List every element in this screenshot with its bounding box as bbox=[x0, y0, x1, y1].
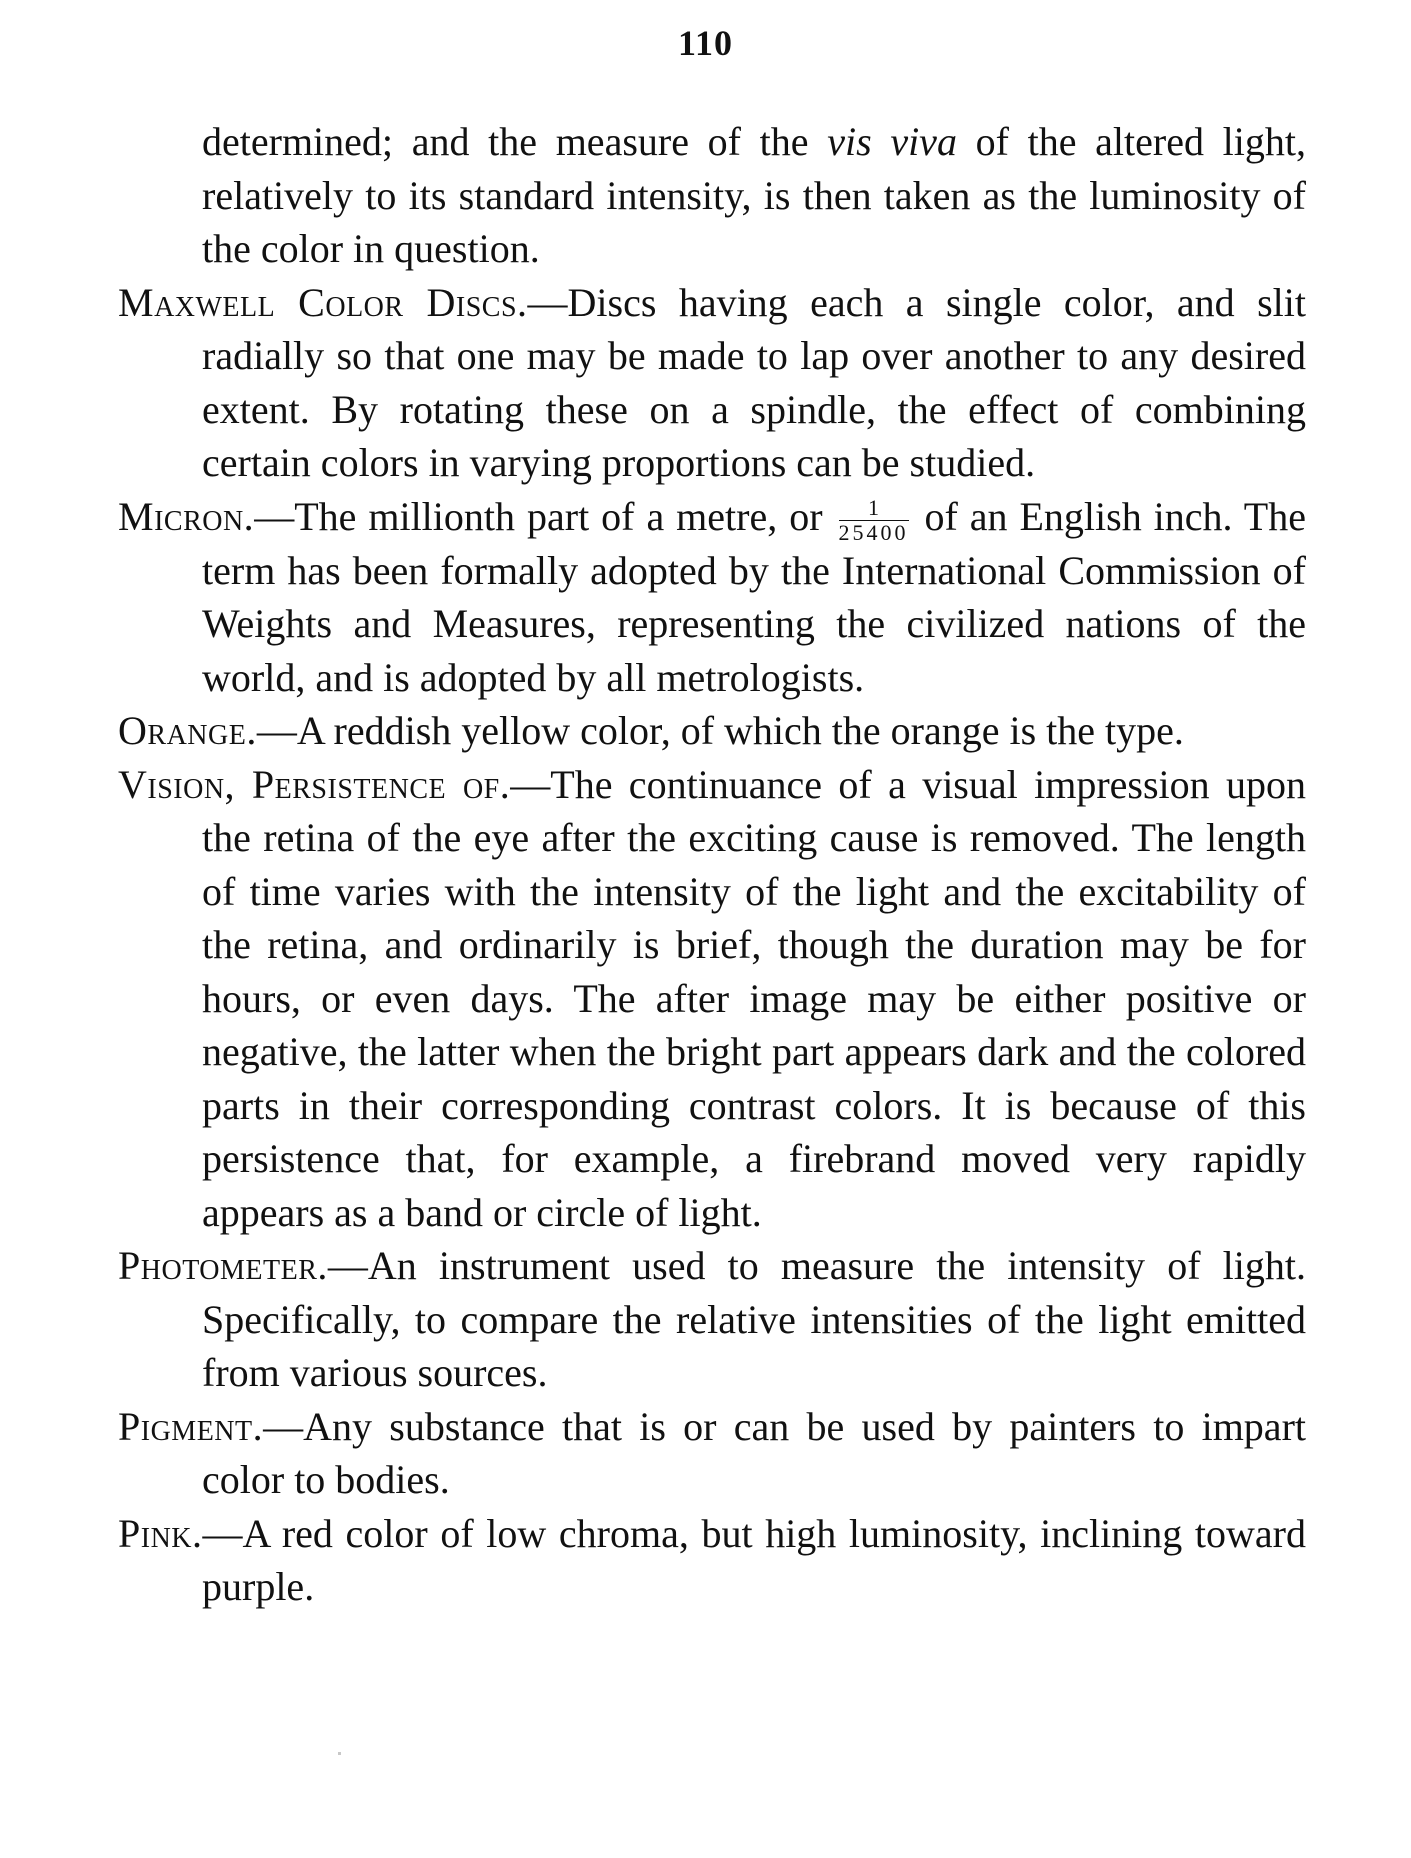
entry-italic-phrase: vis viva bbox=[827, 119, 957, 164]
page-number: 110 bbox=[677, 23, 733, 63]
entry-term: Pink. bbox=[118, 1510, 203, 1556]
entry-definition: —A red color of low chroma, but high luminosity, inclining toward purple. bbox=[202, 1510, 1306, 1610]
entry-definition: —An instrument used to measure the intensity of light. Specifically, to compare the relative intensities of the light emitted from various sources. bbox=[202, 1243, 1306, 1396]
fraction bbox=[838, 494, 909, 545]
entry-text-after: of the altered light, relatively to its standard intensity, is then taken as the luminosity of the color in question. bbox=[202, 119, 1307, 271]
entry-term: Photometer. bbox=[118, 1243, 328, 1289]
entry-term: Orange. bbox=[118, 708, 257, 754]
entry-micron bbox=[118, 490, 1306, 705]
entry-term: Micron. bbox=[118, 493, 255, 539]
entry-continued-luminosity bbox=[118, 115, 1306, 276]
entry-photometer bbox=[118, 1239, 1306, 1400]
entry-term: Maxwell Color Discs. bbox=[118, 279, 528, 325]
entry-term: Pigment. bbox=[118, 1403, 264, 1449]
entry-vision-persistence-of bbox=[118, 758, 1306, 1240]
entry-text-before: determined; and the measure of the bbox=[202, 119, 828, 164]
fraction-numerator: 1 bbox=[839, 497, 909, 521]
entry-definition: —Discs having each a single color, and slit radially so that one may be made to lap over another to any desired extent. By rotating these on a spindle, the effect of combining certain colors in varying proportions can be studied. bbox=[202, 279, 1306, 485]
entry-text-after: of an English inch. The term has been formally adopted by the International Commission of Weights and Measures, representing the civilized nations of the world, and is adopted by all metrologists. bbox=[202, 493, 1306, 700]
print-speck bbox=[338, 1752, 341, 1755]
entry-orange bbox=[118, 704, 1306, 758]
entry-pigment bbox=[118, 1400, 1306, 1507]
entry-definition: —A reddish yellow color, of which the orange is the type. bbox=[256, 708, 1184, 754]
entry-pink bbox=[118, 1507, 1306, 1614]
glossary-body bbox=[118, 115, 1306, 1614]
entry-term: Vision, Persistence of. bbox=[118, 761, 511, 807]
entry-text-before: —The millionth part of a metre, or bbox=[254, 493, 835, 539]
entry-maxwell-color-discs bbox=[118, 276, 1306, 490]
fraction-denominator: 25400 bbox=[838, 519, 909, 545]
entry-definition: —The continuance of a visual impression upon the retina of the eye after the exciting cause is removed. The length of time varies with the intensity of the light and the excitability of the retina, and ordinarily is brief, though the duration may be for hours, or even days. The after image may be either positive or negative, the latter when the bright part appears dark and the colored parts in their corresponding contrast colors. It is because of this persistence that, for example, a firebrand moved very rapidly appears as a band or circle of light. bbox=[202, 761, 1306, 1235]
entry-definition: —Any substance that is or can be used by painters to impart color to bodies. bbox=[202, 1403, 1306, 1503]
